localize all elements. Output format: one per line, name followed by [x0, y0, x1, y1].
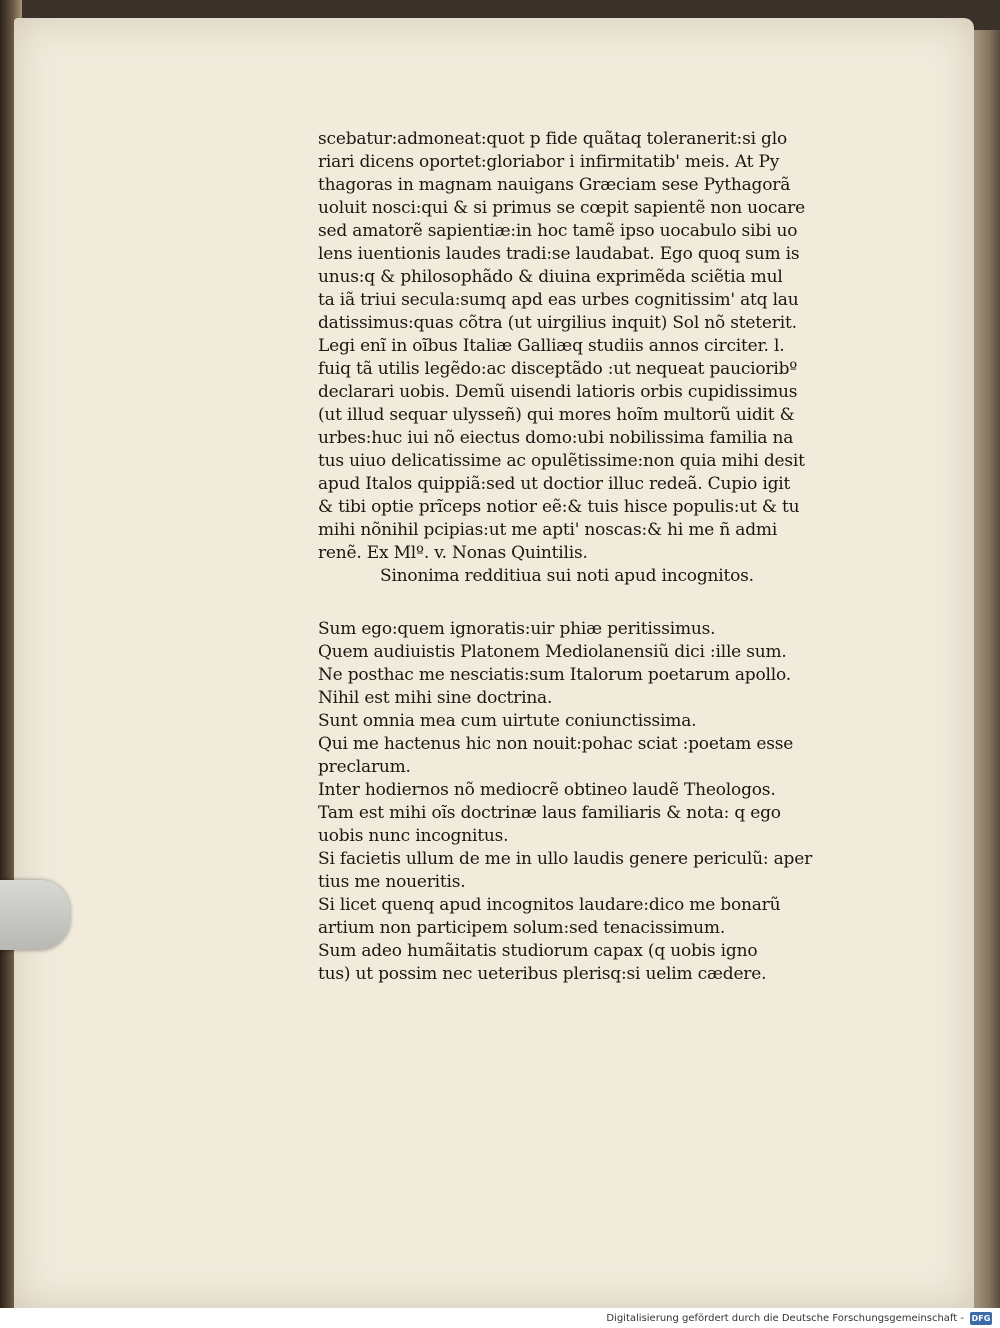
page-clip [0, 880, 70, 950]
passage [318, 128, 888, 565]
footer-credit: Digitalisierung gefördert durch die Deutsche Forschungsgemeinschaft - [606, 1312, 964, 1324]
synonym-line: uobis nunc incognitus. [318, 826, 509, 846]
passage-line: uoluit nosci:qui & si primus se cœpit sapientẽ non uocare [318, 198, 805, 218]
synonym-line: Ne posthac me nesciatis:sum Italorum poetarum apollo. [318, 665, 791, 685]
synonym-line: Sunt omnia mea cum uirtute coniunctissima. [318, 711, 697, 731]
passage-line: renẽ. Ex Mlº. v. Nonas Quintilis. [318, 543, 588, 563]
text-block [318, 128, 888, 986]
passage-line: scebatur:admoneat:quot p fide quãtaq toleranerit:si glo [318, 129, 787, 149]
synonym-line: Si licet quenq apud incognitos laudare:dico me bonarũ [318, 895, 781, 915]
passage-line: lens iuentionis laudes tradi:se laudabat. Ego quoq sum is [318, 244, 800, 264]
dfg-logo: DFG [971, 1313, 991, 1323]
synonym-line: tus) ut possim nec ueteribus plerisq:si uelim cædere. [318, 964, 767, 984]
synonym-line: Sum ego:quem ignoratis:uir phiæ peritissimus. [318, 619, 716, 639]
passage-line: Legi enĩ in oĩbus Italiæ Galliæq studiis annos circiter. l. [318, 336, 785, 356]
synonym-line: artium non participem solum:sed tenacissimum. [318, 918, 726, 938]
synonym-line: Quem audiuistis Platonem Mediolanensiũ dici :ille sum. [318, 642, 787, 662]
synonym-list [318, 618, 888, 986]
synonym-line: Sum adeo humãitatis studiorum capax (q uobis igno [318, 941, 758, 961]
synonym-line: tius me noueritis. [318, 872, 466, 892]
synonym-line: Tam est mihi oĩs doctrinæ laus familiaris & nota: q ego [318, 803, 781, 823]
passage-line: sed amatorẽ sapientiæ:in hoc tamẽ ipso uocabulo sibi uo [318, 221, 798, 241]
passage-line: (ut illud sequar ulysseñ) qui mores hoĩm multorũ uidit & [318, 405, 795, 425]
synonym-line: Nihil est mihi sine doctrina. [318, 688, 553, 708]
passage-line: apud Italos quippiã:sed ut doctior illuc redeã. Cupio igit [318, 474, 791, 494]
synonym-line: Inter hodiernos nõ mediocrẽ obtineo laudẽ Theologos. [318, 780, 776, 800]
footer-bar [0, 1308, 1000, 1328]
passage-line: unus:q & philosophãdo & diuina exprimẽda sciẽtia mul [318, 267, 783, 287]
synonym-line: preclarum. [318, 757, 411, 777]
passage-line: tus uiuo delicatissime ac opulẽtissime:non quia mihi desit [318, 451, 805, 471]
passage-line: riari dicens oportet:gloriabor i infirmitatib' meis. At Py [318, 152, 780, 172]
section-heading: Sinonima redditiua sui noti apud incognitos. [380, 566, 754, 586]
synonym-line: Qui me hactenus hic non nouit:pohac sciat :poetam esse [318, 734, 794, 754]
passage-line: fuiq tã utilis legẽdo:ac disceptãdo :ut nequeat paucioribº [318, 359, 798, 379]
passage-line: mihi nõnihil pcipias:ut me apti' noscas:& hi me ñ admi [318, 520, 778, 540]
passage-line: thagoras in magnam nauigans Græciam sese Pythagorã [318, 175, 791, 195]
passage-line: datissimus:quas cõtra (ut uirgilius inquit) Sol nõ steterit. [318, 313, 797, 333]
passage-line: & tibi optie prĩceps notior eẽ:& tuis hisce populis:ut & tu [318, 497, 800, 517]
passage-line: declarari uobis. Demũ uisendi latioris orbis cupidissimus [318, 382, 798, 402]
passage-line: ta iã triui secula:sumq apd eas urbes cognitissim' atq lau [318, 290, 799, 310]
passage-line: urbes:huc iui nõ eiectus domo:ubi nobilissima familia na [318, 428, 794, 448]
synonym-line: Si facietis ullum de me in ullo laudis genere periculũ: aper [318, 849, 813, 869]
